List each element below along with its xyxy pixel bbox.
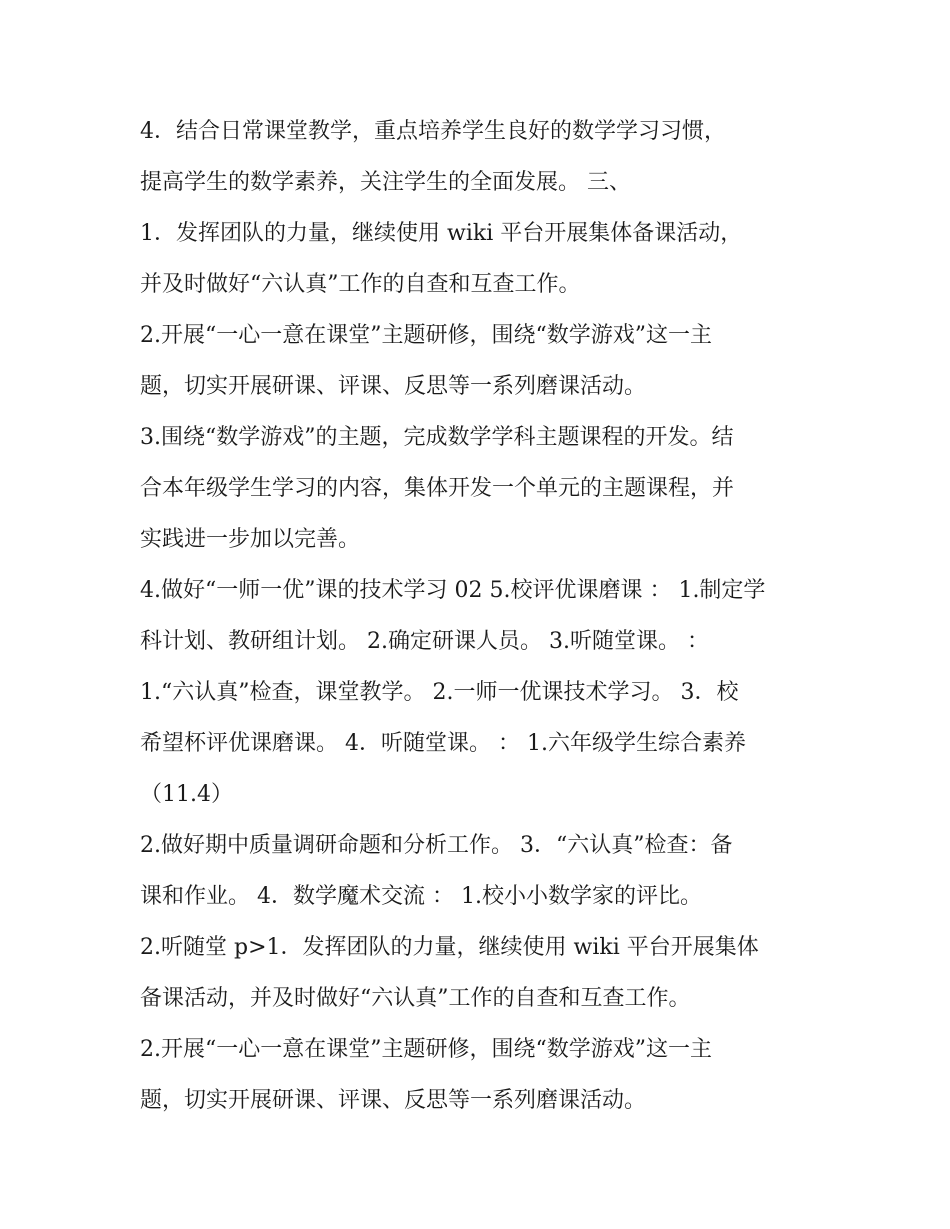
text-line: 1.“六认真”检查，课堂教学。 2.一师一优课技术学习。 3．校 [140,680,739,705]
text-line: （11.4） [140,782,233,807]
text-line: 实践进一步加以完善。 [140,527,361,552]
text-line: 合本年级学生学习的内容，集体开发一个单元的主题课程，并 [140,476,735,501]
text-line: 课和作业。 4．数学魔术交流 ： 1.校小小数学家的评比。 [140,884,702,909]
text-line: 4．结合日常课堂教学，重点培养学生良好的数学学习习惯， [140,119,726,144]
text-line: 提高学生的数学素养，关注学生的全面发展。 三、 [140,170,631,195]
text-line: 科计划、教研组计划。 2.确定研课人员。 3.听随堂课。 ： [140,629,709,654]
text-line: 4.做好“一师一优”课的技术学习 02 5.校评优课磨课 ： 1.制定学 [140,578,766,603]
text-line: 备课活动，并及时做好“六认真”工作的自查和互查工作。 [140,986,691,1011]
text-line: 3.围绕“数学游戏”的主题，完成数学学科主题课程的开发。结 [140,425,734,450]
text-line: 2.开展“一心一意在课堂”主题研修，围绕“数学游戏”这一主 [140,323,712,348]
text-line: 2.听随堂 p>1．发挥团队的力量，继续使用 wiki 平台开展集体 [140,935,759,960]
text-line: 题，切实开展研课、评课、反思等一系列磨课活动。 [140,374,647,399]
text-line: 2.做好期中质量调研命题和分析工作。 3．“六认真”检查：备 [140,833,733,858]
text-line: 希望杯评优课磨课。 4．听随堂课。 ： 1.六年级学生综合素养 [140,731,746,756]
document-body [140,106,820,1126]
text-line: 1．发挥团队的力量，继续使用 wiki 平台开展集体备课活动， [140,221,743,246]
text-line: 2.开展“一心一意在课堂”主题研修，围绕“数学游戏”这一主 [140,1037,712,1062]
text-line: 题，切实开展研课、评课、反思等一系列磨课活动。 [140,1088,647,1113]
text-line: 并及时做好“六认真”工作的自查和互查工作。 [140,272,581,297]
